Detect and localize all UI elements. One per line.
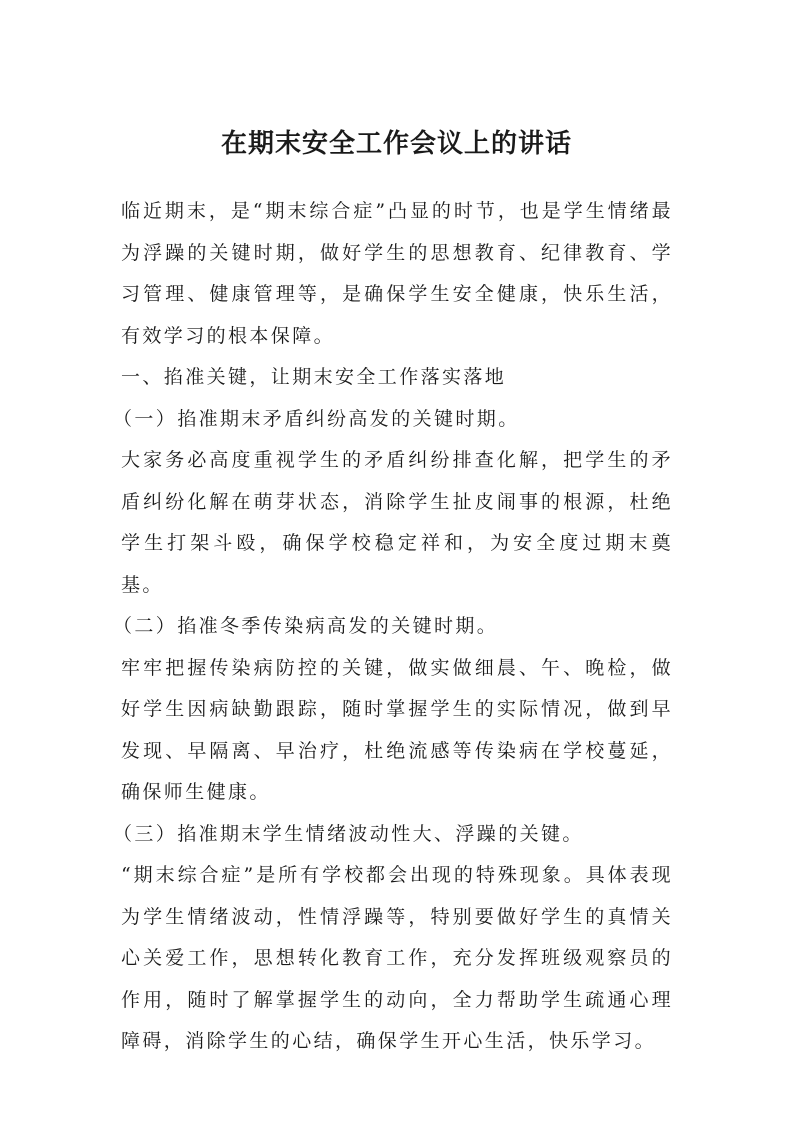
subsection-heading-2: （二）掐准冬季传染病高发的关键时期。 [113,615,499,637]
document-body [113,191,673,1063]
subsection-heading-3: （三）掐准期末学生情绪波动性大、浮躁的关键。 [113,822,584,845]
subsection-paragraph-3: “期末综合症”是所有学校都会出现的特殊现象。具体表现为学生情绪波动，性情浮躁等，特别要做好学生的真情关心关爱工作，思想转化教育工作，充分发挥班级观察员的作用，随时了解掌握学生的动向，全力帮助学生疏通心理障碍，消除学生的心结，确保学生开心生活，快乐学习。 [121,864,673,1052]
section-heading-1: 一、掐准关键，让期末安全工作落实落地 [121,366,507,388]
subsection-heading-1: （一）掐准期末矛盾纠纷高发的关键时期。 [113,407,520,430]
subsection-paragraph-2: 牢牢把握传染病防控的关键，做实做细晨、午、晚检，做好学生因病缺勤跟踪，随时掌握学生的实际情况，做到早发现、早隔离、早治疗，杜绝流感等传染病在学校蔓延，确保师生健康。 [121,656,673,803]
document-title: 在期末安全工作会议上的讲话 [220,129,572,159]
intro-paragraph: 临近期末，是“期末综合症”凸显的时节，也是学生情绪最为浮躁的关键时期，做好学生的思想教育、纪律教育、学习管理、健康管理等，是确保学生安全健康，快乐生活，有效学习的根本保障。 [121,200,673,347]
subsection-paragraph-1: 大家务必高度重视学生的矛盾纠纷排查化解，把学生的矛盾纠纷化解在萌芽状态，消除学生扯皮闹事的根源，杜绝学生打架斗殴，确保学校稳定祥和，为安全度过期末奠基。 [121,449,673,596]
